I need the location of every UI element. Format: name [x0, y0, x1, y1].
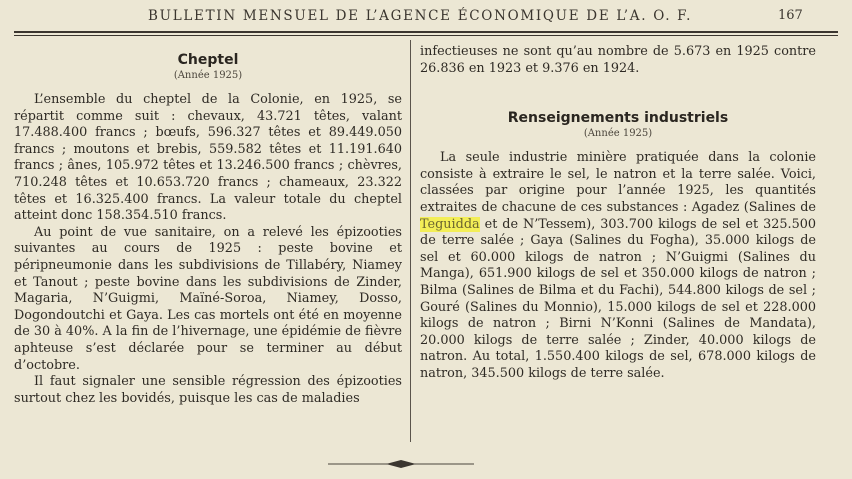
- running-header: BULLETIN MENSUEL DE L’AGENCE ÉCONOMIQUE DE L’A. O. F.: [148, 8, 693, 24]
- section-year-industry: (Année 1925): [583, 128, 653, 140]
- paragraph-industry-start: La seule industrie minière pratiquée dans la colonie consiste à extraire le sel, le natron et la terre salée. Voici, classées par origine pour l’année 1925, les quantités extraites de chacune de ces substances : Agadez (Salines de: [420, 150, 816, 215]
- header-rule-thin: [14, 35, 838, 36]
- paragraph-continuation: infectieuses ne sont qu’au nombre de 5.673 en 1925 contre 26.836 en 1923 et 9.376 en 1924.: [420, 44, 816, 76]
- paragraph-cheptel-sanitary: Au point de vue sanitaire, on a relevé les épizooties suivantes au cours de 1925 : peste bovine et péripneumonie dans les subdivisions de Tillabéry, Niamey et Tanout ; peste bovine dans les subdivisions de Zinder, Magaria, N’Guigmi, Maïné-Soroa, Niamey, Dosso, Dogondoutchi et Gaya. Les cas mortels ont été en moyenne de 30 à 40%. A la fin de l’hivernage, une épidémie de fièvre aphteuse s’est déclarée pour se terminer au début d’octobre.: [14, 224, 402, 373]
- paragraph-industry-end: et de N’Tessem), 303.700 kilogs de sel et 325.500 de terre salée ; Gaya (Salines du Fogha), 35.000 kilogs de sel et 60.000 kilogs de natron ; N’Guigmi (Salines du Manga), 651.900 kilogs de sel et 350.000 kilogs de natron ; Bilma (Salines de Bilma et du Fachi), 544.800 kilogs de sel ; Gouré (Salines du Monnio), 15.000 kilogs de sel et 228.000 kilogs de natron ; Birni N’Konni (Salines de Mandata), 20.000 kilogs de terre salée ; Zinder, 40.000 kilogs de natron. Au total, 1.550.400 kilogs de sel, 678.000 kilogs de natron, 345.500 kilogs de terre salée.: [420, 216, 816, 381]
- paragraph-cheptel-regression: Il faut signaler une sensible régression des épizooties surtout chez les bovidés, puisque les cas de maladies: [14, 374, 402, 406]
- left-column: [14, 46, 402, 407]
- right-column: [420, 44, 816, 383]
- paragraph-industry: [420, 150, 816, 382]
- column-divider: [410, 40, 411, 442]
- paragraph-cheptel-census: L’ensemble du cheptel de la Colonie, en 1925, se répartit comme suit : chevaux, 43.721 têtes, valant 17.488.400 francs ; bœufs, 596.327 têtes et 89.449.050 francs ; moutons et brebis, 559.582 têtes et 11.191.640 francs ; ânes, 105.972 têtes et 13.246.500 francs ; chèvres, 710.248 têtes et 10.653.720 francs ; chameaux, 23.322 têtes et 16.325.400 francs. La valeur totale du cheptel atteint donc 158.354.510 francs.: [14, 92, 402, 224]
- page-number: 167: [778, 8, 803, 23]
- section-year-cheptel: (Année 1925): [173, 70, 243, 81]
- footer-ornament: [326, 458, 476, 470]
- section-title-cheptel: Cheptel: [177, 52, 239, 68]
- header-rule-thick: [14, 31, 838, 33]
- section-title-industry: Renseignements industriels: [507, 110, 729, 127]
- highlighted-word: Teguidda: [420, 216, 480, 232]
